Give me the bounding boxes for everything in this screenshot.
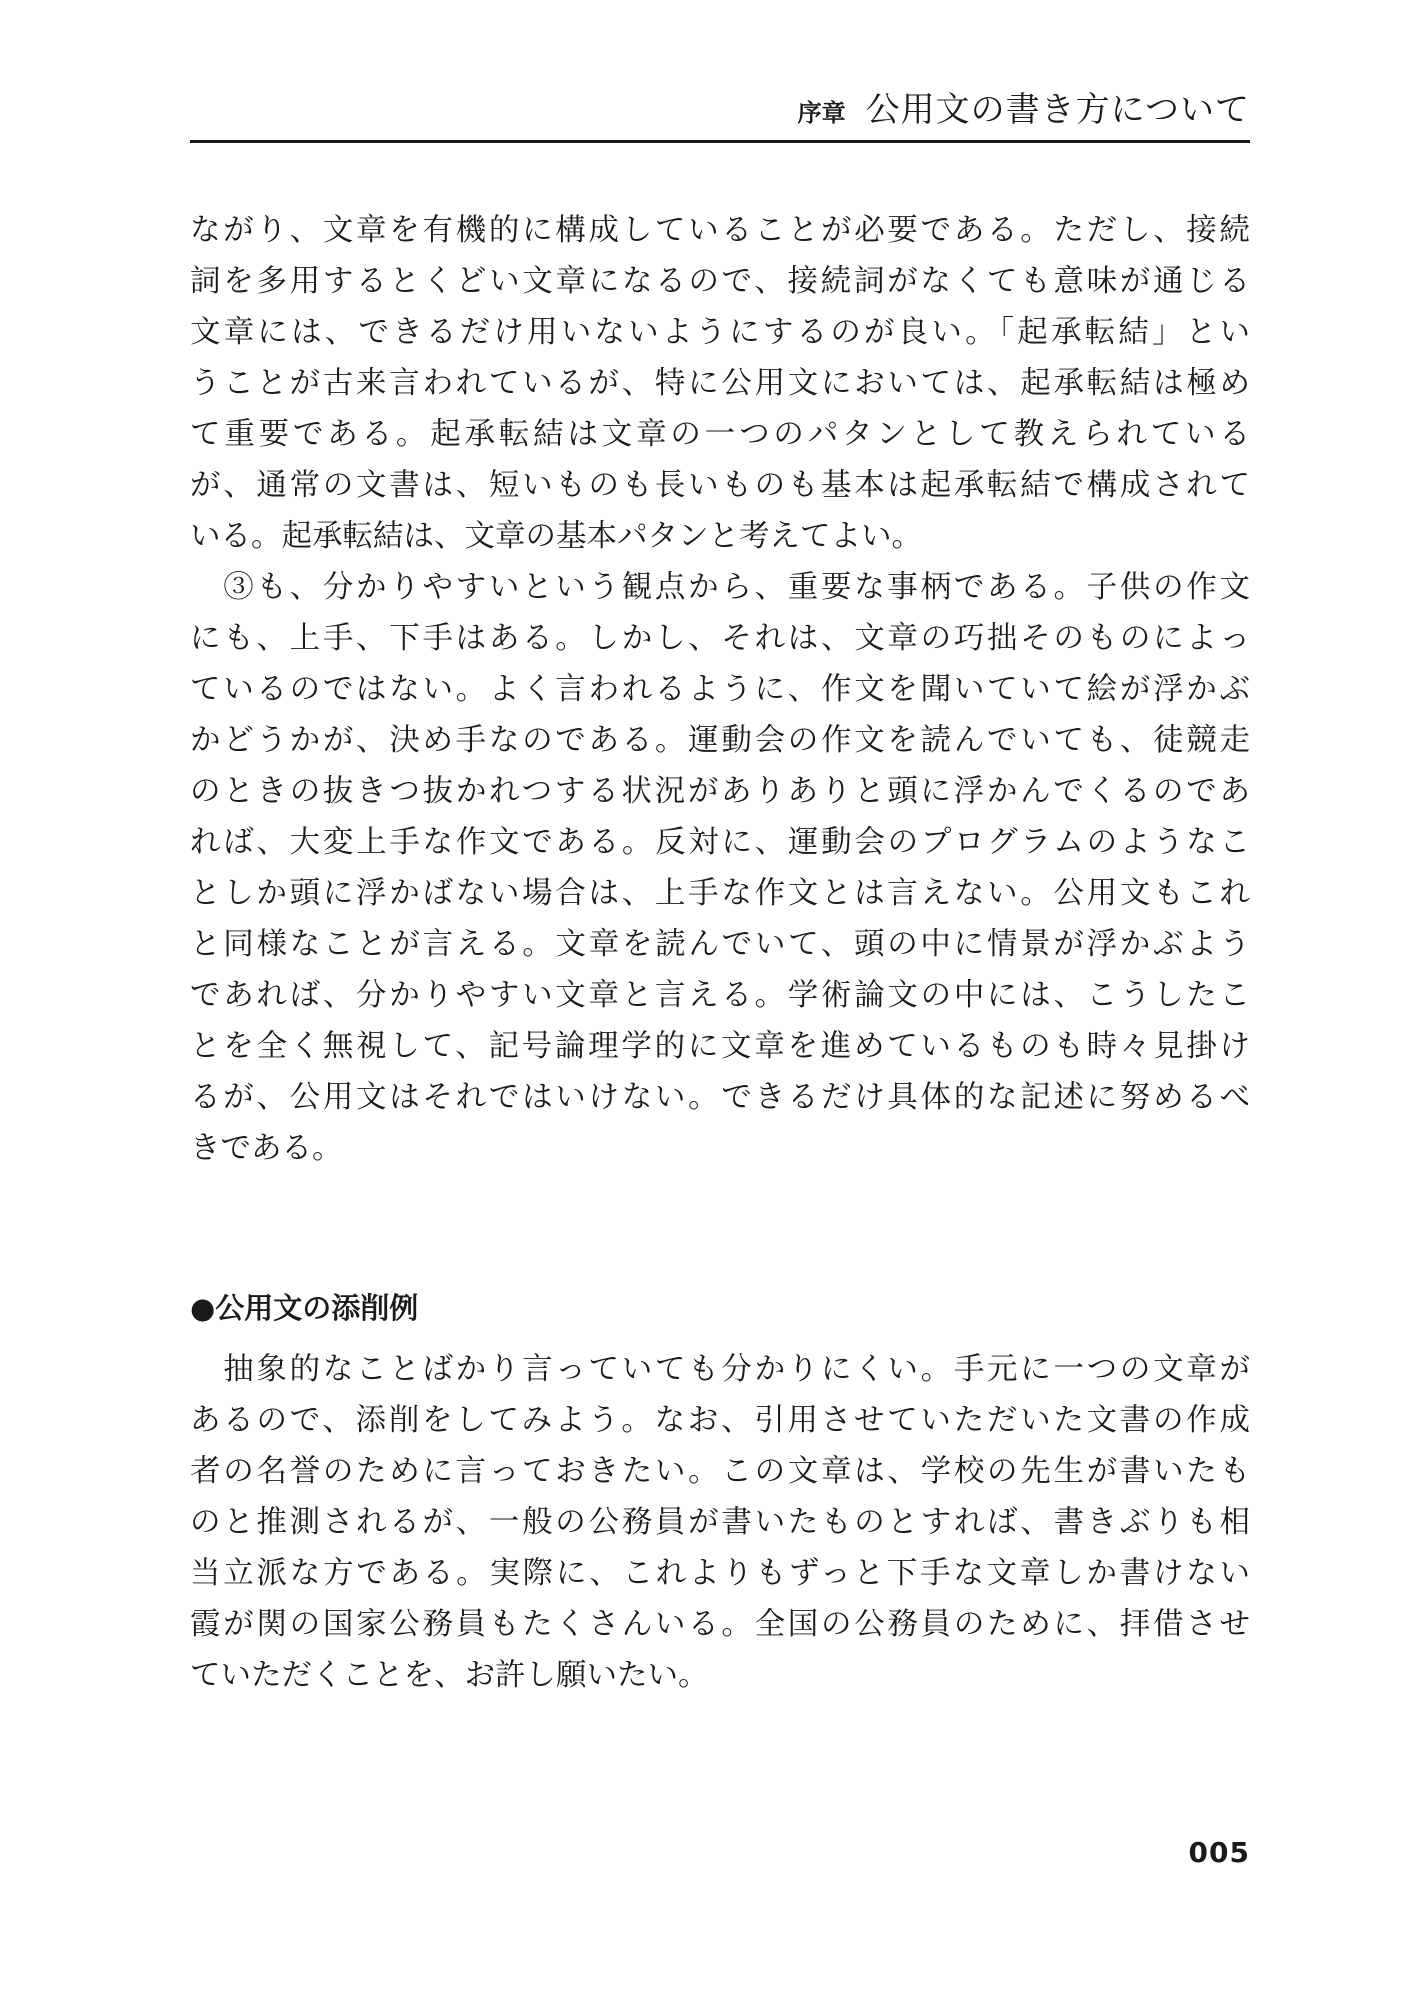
text-line: あるので、添削をしてみよう。なお、引用させていただいた文書の作成 xyxy=(190,1403,1250,1438)
text-line: 詞を多用するとくどい文章になるので、接続詞がなくても意味が通じる xyxy=(190,264,1250,299)
body-paragraphs-lower xyxy=(190,1344,1250,1701)
text-line: ていただくことを、お許し願いたい。 xyxy=(190,1658,709,1693)
text-line: かどうかが、決め手なのである。運動会の作文を読んでいても、徒競走 xyxy=(190,723,1250,758)
text-line: ③も、分かりやすいという観点から、重要な事柄である。子供の作文 xyxy=(190,570,1250,605)
chapter-title: 公用文の書き方について xyxy=(865,90,1250,130)
body-paragraphs-upper xyxy=(190,205,1250,1174)
text-line: 当立派な方である。実際に、これよりもずっと下手な文章しか書けない xyxy=(190,1556,1250,1591)
text-line: て重要である。起承転結は文章の一つのパタンとして教えられている xyxy=(190,417,1250,452)
section-heading: ●公用文の添削例 xyxy=(190,1291,419,1325)
text-line: と同様なことが言える。文章を読んでいて、頭の中に情景が浮かぶよう xyxy=(190,927,1250,962)
text-line: であれば、分かりやすい文章と言える。学術論文の中には、こうしたこ xyxy=(190,978,1250,1013)
text-line: とを全く無視して、記号論理学的に文章を進めているものも時々見掛け xyxy=(190,1029,1250,1064)
text-line: のときの抜きつ抜かれつする状況がありありと頭に浮かんでくるのであ xyxy=(190,774,1250,809)
text-line: いる。起承転結は、文章の基本パタンと考えてよい。 xyxy=(190,519,922,554)
text-line: 者の名誉のために言っておきたい。この文章は、学校の先生が書いたも xyxy=(190,1454,1250,1489)
chapter-label: 序章 xyxy=(797,99,846,127)
text-line: うことが古来言われているが、特に公用文においては、起承転結は極め xyxy=(190,366,1250,401)
text-line: ているのではない。よく言われるように、作文を聞いていて絵が浮かぶ xyxy=(190,672,1250,707)
text-line: が、通常の文書は、短いものも長いものも基本は起承転結で構成されて xyxy=(190,468,1250,503)
text-line: きである。 xyxy=(190,1131,343,1166)
header-rule xyxy=(190,140,1250,143)
text-line: 抽象的なことばかり言っていても分かりにくい。手元に一つの文章が xyxy=(190,1352,1250,1387)
running-head xyxy=(190,82,1250,140)
text-line: るが、公用文はそれではいけない。できるだけ具体的な記述に努めるべ xyxy=(190,1080,1250,1115)
text-line: ながり、文章を有機的に構成していることが必要である。ただし、接続 xyxy=(190,213,1250,248)
text-line: としか頭に浮かばない場合は、上手な作文とは言えない。公用文もこれ xyxy=(190,876,1250,911)
text-line: 霞が関の国家公務員もたくさんいる。全国の公務員のために、拝借させ xyxy=(190,1607,1250,1642)
text-line: 文章には、できるだけ用いないようにするのが良い。「起承転結」とい xyxy=(190,315,1250,350)
text-line: にも、上手、下手はある。しかし、それは、文章の巧拙そのものによっ xyxy=(190,621,1250,656)
text-line: れば、大変上手な作文である。反対に、運動会のプログラムのようなこ xyxy=(190,825,1250,860)
text-line: のと推測されるが、一般の公務員が書いたものとすれば、書きぶりも相 xyxy=(190,1505,1250,1540)
page-number: 005 xyxy=(1188,1836,1250,1869)
